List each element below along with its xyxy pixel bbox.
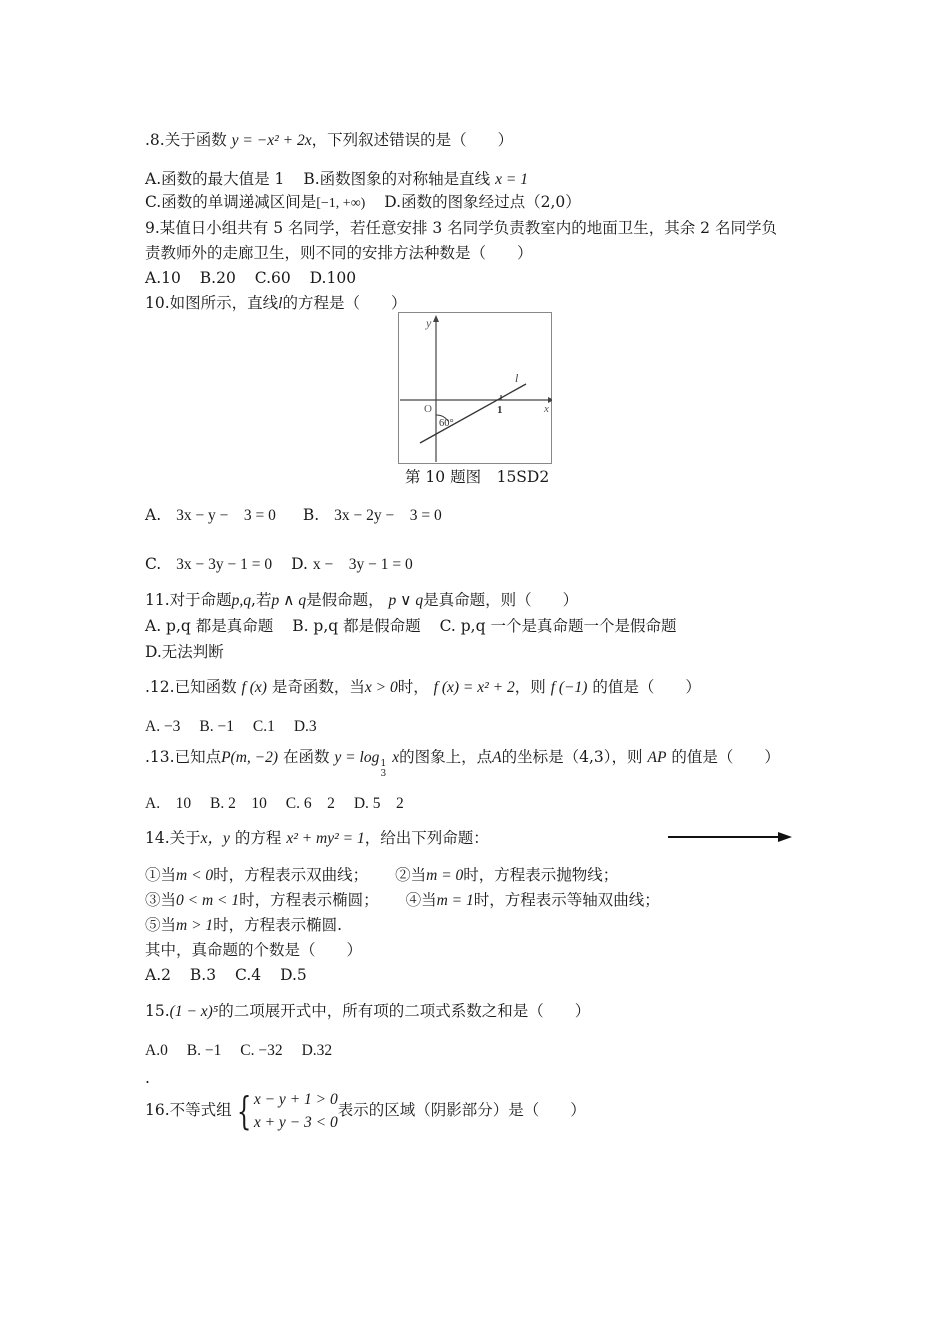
q10-option-b-label: B. [302,506,320,524]
q13-point: P(m, −2) [221,749,279,766]
q8-option-b: B.函数图象的对称轴是直线 [303,170,491,188]
x-axis-label: x [544,403,549,415]
q15-stem-text: 的二项展开式中，所有项的二项式系数之和是（ ） [218,1002,591,1020]
q11-option-b: B. p,q 都是假命题 [292,617,421,635]
q16-stem-tail: 表示的区域（阴影部分）是（ ） [337,1101,586,1119]
q16-stem [145,1087,586,1134]
q13-option-d: D. 5 2 [353,795,404,812]
q9-line1: 9.某值日小组共有 5 名同学，若任意安排 3 名同学负责教室内的地面卫生，其余 2 名同学负 [145,219,777,237]
q14-question: 其中，真命题的个数是（ ） [145,941,363,959]
q10-figure [398,312,552,464]
q11-option-d-line: D.无法判断 [145,643,224,661]
q10-stem [145,293,406,314]
q8-option-b-math: x = 1 [495,171,528,188]
tick-1-label: 1 [497,404,503,416]
q10-option-c-label: C. [145,555,162,573]
q14-prop2-prefix: ②当 [395,866,427,884]
q14-prop1-text: 时，方程表示双曲线； [213,866,369,884]
q11-stem-b: ,若 [251,591,272,609]
q13-stem-b: 在函数 [282,748,330,766]
q15-option-d: D.32 [301,1042,333,1059]
q10-line-var: l [278,295,283,312]
stray-dot: . [145,1069,150,1087]
q13-option-a: A. 10 [145,795,192,812]
q11-option-c: C. p,q 一个是真命题一个是假命题 [439,617,677,635]
q12-options [145,716,317,737]
q8-options-ab [145,169,528,190]
line-l-label: l [515,371,519,385]
q12-stem [145,677,701,698]
q14-prop5-prefix: ⑤当 [145,916,177,934]
q13-ap: AP [647,749,667,766]
q10-caption: 第 10 题图 15SD2 [405,468,550,486]
q14-stem-text: 14.关于 [145,829,201,847]
q13-log-base [379,759,387,779]
y-axis-arrow [433,315,439,322]
q14-equation: x² + my² = 1 [286,830,365,847]
q12-option-a: A. −3 [145,718,181,735]
q14-stem-b: 的方程 [234,829,282,847]
q12-definition: f (x) = x² + 2 [433,679,515,696]
q13-point-a: A [492,749,502,766]
q15-option-b: B. −1 [186,1042,222,1059]
q11-disjunction: p ∨ q [388,592,424,609]
q13-log: y = log [334,749,380,766]
q8-options-cd [145,192,581,214]
q12-stem-c: 时， [397,678,429,696]
q14-prop3-cond: 0 < m < 1 [176,892,240,909]
q16-inequality-system [254,1088,338,1134]
q12-stem-b: 是奇函数，当 [271,678,365,696]
q13-stem [145,747,780,779]
q11-stem [145,590,578,611]
q9-option-d: D.100 [309,269,357,287]
q11-conjunction: p ∧ q [271,592,307,609]
q14-prop1-prefix: ①当 [145,866,177,884]
q11-pq: p,q [231,592,252,609]
q10-options-cd [145,554,413,575]
q12-option-c: C.1 [252,718,275,735]
q10-option-c: 3x − 3y − 1 = 0 [176,556,273,573]
origin-label: O [424,403,432,415]
q9-line2: 责教师外的走廊卫生，则不同的安排方法种数是（ ） [145,244,533,262]
q8-option-d: D.函数的图象经过点（2,0） [384,193,581,211]
angle-label: 60° [439,418,454,429]
q15-options [145,1040,332,1061]
right-arrow-icon [668,829,794,845]
q14-props-34 [145,890,660,911]
q8-option-c: C.函数的单调递减区间是 [145,193,317,211]
q14-prop1-cond: m < 0 [176,867,214,884]
q11-stem-c: 是假命题， [306,591,384,609]
q13-stem-c: 的图象上，点 [399,748,493,766]
q15-stem [145,1001,590,1022]
q15-number: 15. [145,1002,170,1020]
q14-prop5-text: 时，方程表示椭圆. [213,916,343,934]
q11-stem-text: 11.对于命题 [145,591,232,609]
q14-prop5-cond: m > 1 [176,917,214,934]
q12-stem-d: ，则 [514,678,546,696]
q14-option-c: C.4 [235,966,262,984]
q13-stem-e: 的值是（ ） [671,748,780,766]
q14-prop2-cond: m = 0 [426,867,464,884]
q15-expression: (1 − x)⁵ [169,1003,219,1020]
q8-option-a: A.函数的最大值是 1 [145,170,285,188]
q8-stem-text: .8.关于函数 [145,131,227,149]
q16-stem-text: 16.不等式组 [145,1101,232,1119]
left-brace-icon: { [236,1089,252,1133]
q13-stem-d: 的坐标是（4,3），则 [501,748,643,766]
q10-option-d-label: D. [291,555,308,573]
q13-options [145,793,404,814]
q14-option-d: D.5 [280,966,307,984]
figure-border [399,313,552,464]
q16-inequality-1: x − y + 1 > 0 [253,1091,338,1108]
q13-option-b: B. 2 10 [210,795,267,812]
q14-prop4-prefix: ④当 [405,891,437,909]
q9-option-c: C.60 [254,269,291,287]
q12-option-d: D.3 [293,718,317,735]
q14-option-a: A.2 [145,966,171,984]
q8-function: y = −x² + 2x [231,132,312,149]
arrow-graphic [668,829,794,845]
q12-fx: f (x) [241,679,267,696]
q10-option-a: 3x − y − 3 = 0 [176,507,276,524]
q13-base-bottom: 3 [380,769,387,779]
q8-option-c-math: [−1, +∞) [316,196,366,211]
q13-base-top: 1 [380,759,387,769]
q14-options [145,965,307,985]
q14-prop4-text: 时，方程表示等轴双曲线； [473,891,660,909]
q9-option-b: B.20 [199,269,236,287]
q11-stem-d: 是真命题，则（ ） [423,591,579,609]
q13-stem-text: .13.已知点 [145,748,222,766]
q14-prop3-text: 时，方程表示椭圆； [239,891,379,909]
q8-stem-tail: ，下列叙述错误的是（ ） [311,131,514,149]
q10-stem-text: 10.如图所示，直线 [145,294,279,312]
q10-stem-tail: 的方程是（ ） [282,294,407,312]
q12-value: f (−1) [550,679,588,696]
q14-option-b: B.3 [189,966,217,984]
q15-option-a: A.0 [145,1042,168,1059]
q13-option-c: C. 6 2 [285,795,335,812]
q10-option-b: 3x − 2y − 3 = 0 [334,507,442,524]
q8-stem [145,130,513,151]
q10-option-d: x − 3y − 1 = 0 [312,556,413,573]
q12-stem-e: 的值是（ ） [592,678,701,696]
q14-props-12 [145,865,618,886]
q15-option-c: C. −32 [240,1042,283,1059]
q9-options [145,268,356,288]
q14-prop2-text: 时，方程表示抛物线； [463,866,619,884]
q14-prop-5 [145,915,342,936]
q14-prop3-prefix: ③当 [145,891,177,909]
q12-condition: x > 0 [364,679,398,696]
q14-prop4-cond: m = 1 [436,892,474,909]
q14-stem [145,828,489,849]
y-axis-label: y [426,316,432,330]
q11-options-abc [145,616,676,636]
q10-options-ab [145,505,442,526]
q9-option-a: A.10 [145,269,181,287]
q14-stem-c: ，给出下列命题： [364,829,489,847]
q14-xy: x，y [200,830,230,847]
q16-inequality-2: x + y − 3 < 0 [253,1114,338,1131]
q12-option-b: B. −1 [199,718,234,735]
q13-log-arg: x [392,749,400,766]
q12-stem-text: .12.已知函数 [145,678,237,696]
q10-option-a-label: A. [145,506,162,524]
q11-option-a: A. p,q 都是真命题 [145,617,274,635]
q10-coordinate-plot [398,312,552,464]
